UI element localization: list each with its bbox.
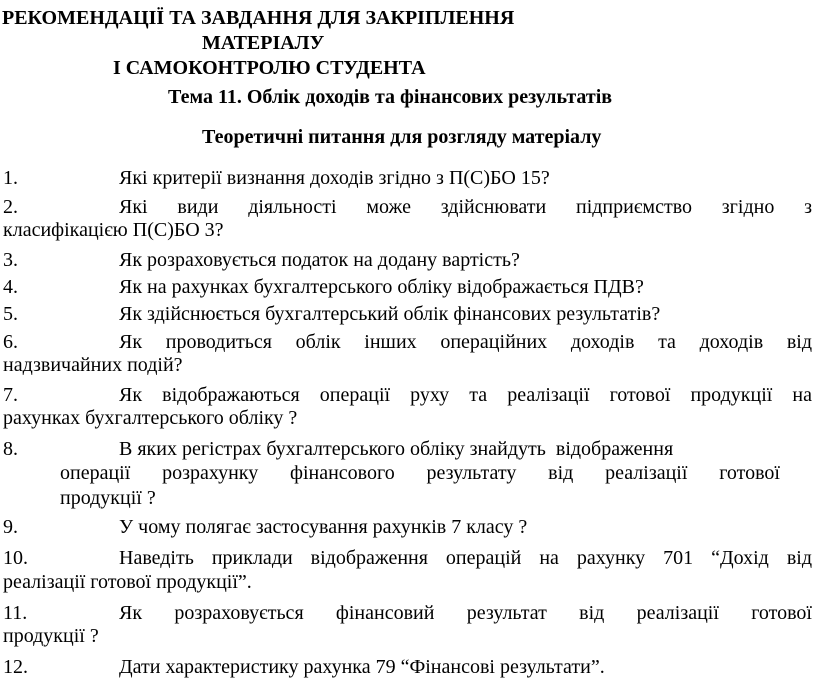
question-text: У чому полягає застосування рахунків 7 класу ? — [119, 516, 528, 538]
question-number: 7. — [3, 384, 18, 406]
question-text: Як розраховується фінансовий результат від реалізації готової — [119, 602, 812, 624]
question-text-continued: реалізації готової продукції”. — [3, 571, 252, 593]
question-text: Як проводиться облік інших операційних доходів та доходів від — [119, 331, 812, 353]
question-text: Наведіть приклади відображення операцій на рахунку 701 “Дохід від — [119, 547, 812, 569]
question-number: 2. — [3, 196, 18, 218]
question-text: Дати характеристику рахунка 79 “Фінансові результати”. — [119, 656, 605, 678]
question-text-continued: продукції ? — [60, 487, 156, 509]
question-text-continued: класифікацією П(С)БО 3? — [3, 219, 224, 241]
question-text: В яких регістрах бухгалтерського обліку знайдуть відображення — [119, 438, 674, 460]
question-number: 3. — [3, 249, 18, 271]
question-text-continued: надзвичайних подій? — [3, 354, 183, 376]
question-text: Як здійснюється бухгалтерський облік фінансових результатів? — [119, 303, 661, 325]
header-title-line-3: І САМОКОНТРОЛЮ СТУДЕНТА — [113, 57, 426, 79]
header-title-line-2: МАТЕРІАЛУ — [202, 32, 325, 54]
question-number: 5. — [3, 303, 18, 325]
question-number: 4. — [3, 276, 18, 298]
question-number: 12. — [3, 656, 28, 678]
question-number: 6. — [3, 331, 18, 353]
question-number: 10. — [3, 547, 28, 569]
question-text: Як на рахунках бухгалтерського обліку відображається ПДВ? — [119, 276, 644, 298]
section-heading: Теоретичні питання для розгляду матеріалу — [202, 126, 602, 148]
question-text: Як відображаються операції руху та реалізації готової продукції на — [119, 384, 812, 406]
question-text: Як розраховується податок на додану вартість? — [119, 249, 520, 271]
question-text-continued: операції розрахунку фінансового результату від реалізації готової — [60, 462, 780, 484]
question-number: 11. — [3, 602, 28, 624]
question-text: Які критерії визнання доходів згідно з П(С)БО 15? — [119, 167, 550, 189]
question-text-continued: рахунках бухгалтерського обліку ? — [3, 407, 298, 429]
question-number: 1. — [3, 167, 18, 189]
header-title-line-1: РЕКОМЕНДАЦІЇ ТА ЗАВДАННЯ ДЛЯ ЗАКРІПЛЕННЯ — [2, 7, 515, 29]
question-text-continued: продукції ? — [3, 625, 99, 647]
question-number: 9. — [3, 516, 18, 538]
question-text: Які види діяльності може здійснювати підприємство згідно з — [119, 196, 812, 218]
topic-heading: Тема 11. Облік доходів та фінансових результатів — [168, 86, 613, 108]
question-number: 8. — [3, 438, 18, 460]
